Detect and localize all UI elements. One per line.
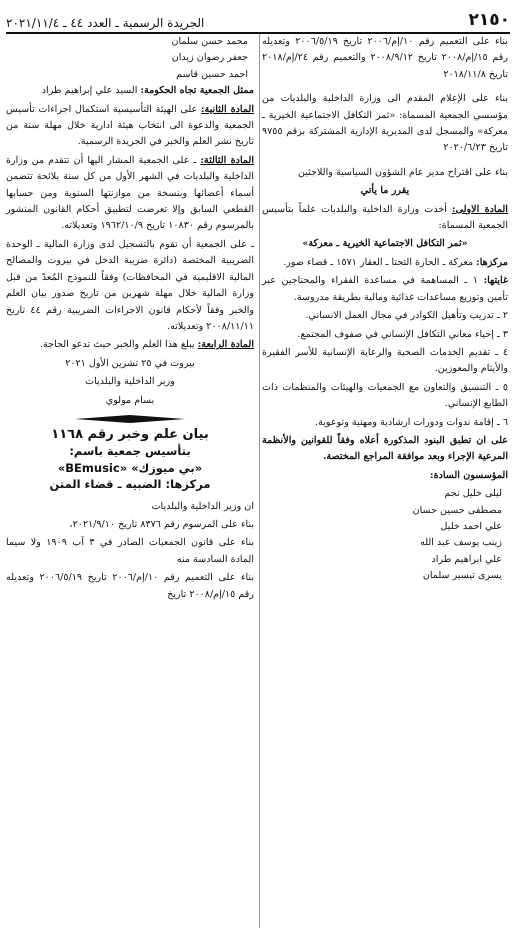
goal-item: ٣ ـ إحياء معاني التكافل الإنساني في صفوف المجتمع. (297, 328, 508, 340)
article-3-continued: ـ على الجمعية أن تقوم بالتسجيل لدى وزارة المالية ـ الوحدة الضريبية المختصة (دائرة ضريبة الدخل في بيروت والمصالح المالية الاقليمية في المحافظات) وفقاً للنموذج المُعدّ من قبل وزارة المالية خلال مهلة شهرين من تاريخ صدور بيان العلم والخبر وفقاً لأحكام قانون الاجراءات الضريبية رقم ٤٤ تاريخ ٢٠٠٨/١١/١١ وتعديلاته. (6, 238, 254, 332)
notice-association: «بي ميوزك» «BEmusic» (57, 460, 203, 475)
page-number: ٢١٥٠ (468, 10, 510, 30)
founder-name: محمد حسن سلمان (171, 36, 248, 47)
goal-item: ٥ ـ التنسيق والتعاون مع الجمعيات والهيئات والمنظمات ذات الطابع الإنساني. (262, 381, 508, 410)
decision-heading: يقرر ما يأتي (360, 185, 410, 197)
left-column (6, 34, 254, 605)
paragraph: بناء على قانون الجمعيات الصادر في ٣ آب ١٩٠٩ ولا سيما المادة السادسة منه (6, 537, 255, 565)
section-separator-icon (6, 415, 254, 423)
founder-name: مصطفى حسين حسان (412, 504, 502, 516)
founder-name: زينب يوسف عبد الله (420, 537, 502, 549)
issue-date: بيروت في ٢٥ تشرين الأول ٢٠٢١ (65, 357, 195, 369)
founder-name: يسرى تيسير سلمان (422, 570, 502, 582)
article-label: المادة الاولى: (452, 203, 508, 215)
paragraph: بناء على التعميم رقم ١٠/إم/٢٠٠٦ تاريخ ٢٠٠٦/٥/١٩ وتعديله رقم ١٥/إم/٢٠٠٨ تاريخ ٢٠٠٨/٩/١٢ والتعميم رقم ٢٤/إم/٢٠١٨ تاريخ ٢٠١٨/١١/٨ (262, 36, 508, 80)
paragraph: بناء على المرسوم رقم ٨٣٧٦ تاريخ ٢٠٢١/٩/١٠، (69, 518, 254, 530)
article-2: المادة الثانية: على الهيئة التأسيسية استكمال اجراءات تأسيس الجمعية والدعوة الى انتخاب هيئة ادارية خلال مهلة سنة من تاريخ نشر العلم والخبر في الجريدة الرسمية. (6, 103, 254, 148)
article-1: المادة الاولى: أخذت وزارة الداخلية والبلديات علماً بتأسيس الجمعية المسماة: (262, 203, 508, 232)
founder-name: علي احمد خليل (440, 520, 502, 532)
minister-name: بسام مولوي (105, 394, 155, 406)
conditions: على ان تطبق البنود المذكورة أعلاه وفقاً للقوانين والأنظمة المرعية الإجراء وبعد موافقة المراجع المختصة. (262, 434, 508, 463)
notice-subtitle: بتأسيس جمعية باسم: (69, 444, 191, 459)
goal-item: ٦ ـ إقامة ندوات ودورات ارشادية ومهنية وتوعوية. (315, 416, 508, 428)
founder-name: احمد حسين قاسم (176, 68, 248, 80)
goal-item: ٢ ـ تدريب وتأهيل الكوادر في مجال العمل الانساني. (305, 310, 508, 322)
notice-title: بيان علم وخبر رقم ١١٦٨ (51, 426, 209, 442)
gazette-title: الجريدة الرسمية ـ العدد ٤٤ ـ ٢٠٢١/١١/٤ (6, 16, 205, 30)
headquarters: مركزها: معركة ـ الحارة التحتا ـ العقار ١٥٧١ ـ قضاء صور. (283, 256, 508, 268)
page-header (6, 4, 510, 34)
paragraph: بناء على التعميم رقم ١٠/إم/٢٠٠٦ تاريخ ٢٠٠٦/٥/١٩ وتعديله رقم ١٥/إم/٢٠٠٨ تاريخ (6, 572, 254, 600)
goal-item: ٤ ـ تقديم الخدمات الصحية والرعاية الإنسانية للأسر الفقيرة والأيتام والمعوزين. (262, 346, 508, 375)
column-divider (259, 34, 260, 928)
notice-headquarters: مركزها: الضبيه ـ قضاء المتن (49, 477, 211, 492)
paragraph: بناء على اقتراح مدير عام الشؤون السياسية واللاجئين (297, 166, 508, 178)
paragraph: بناء على الإعلام المقدم الى وزارة الداخلية والبلديات من مؤسسي الجمعية المسماة: «ثمر التكافل الاجتماعية الخيرية ـ معركة» والمسجل لدى المديرية الإدارية المشتركة برقم ٩٧٥٥ تاريخ ٢٠٢٠/٦/٢٣ (262, 93, 508, 154)
right-column (262, 34, 508, 585)
founder-name: علي ابراهيم طراد (431, 553, 502, 565)
founder-name: ليلى خليل نجم (444, 488, 502, 500)
association-name: «ثمر التكافل الاجتماعية الخيرية ـ معركة» (302, 238, 468, 250)
paragraph: ان وزير الداخلية والبلديات (151, 500, 254, 512)
minister-title: وزير الداخلية والبلديات (85, 376, 175, 388)
article-3: المادة الثالثة: ـ على الجمعية المشار اليها أن تتقدم من وزارة الداخلية والبلديات في الشهر الأول من كل سنة بلائحة تتضمن أسماء أعضائها وبنسخة من موازنتها السنوية ومن حسابها القطعي السابق وإلا تعرضت لتطبيق أحكام القانون المنشور بالمرسوم رقم ١٠٨٣٠ تاريخ ١٩٦٢/١٠/٩ وتعديلاته. (6, 154, 254, 232)
founders-list-continued (6, 34, 254, 83)
goals: غايتها: ١ ـ المساهمة في مساعدة الفقراء والمحتاجين عبر تأمين وتوزيع مساعدات غذائية ومالية بطريقة مدروسة. (262, 275, 508, 303)
founders-list (262, 486, 508, 584)
article-4: المادة الرابعة: يبلغ هذا العلم والخبر حيث تدعو الحاجة. (39, 339, 254, 351)
founder-name: جعفر رضوان زيدان (171, 52, 248, 64)
government-representative: ممثل الجمعية تجاه الحكومة: السيد علي إبراهيم طراد (41, 85, 254, 97)
founders-label: المؤسسون السادة: (430, 469, 508, 481)
